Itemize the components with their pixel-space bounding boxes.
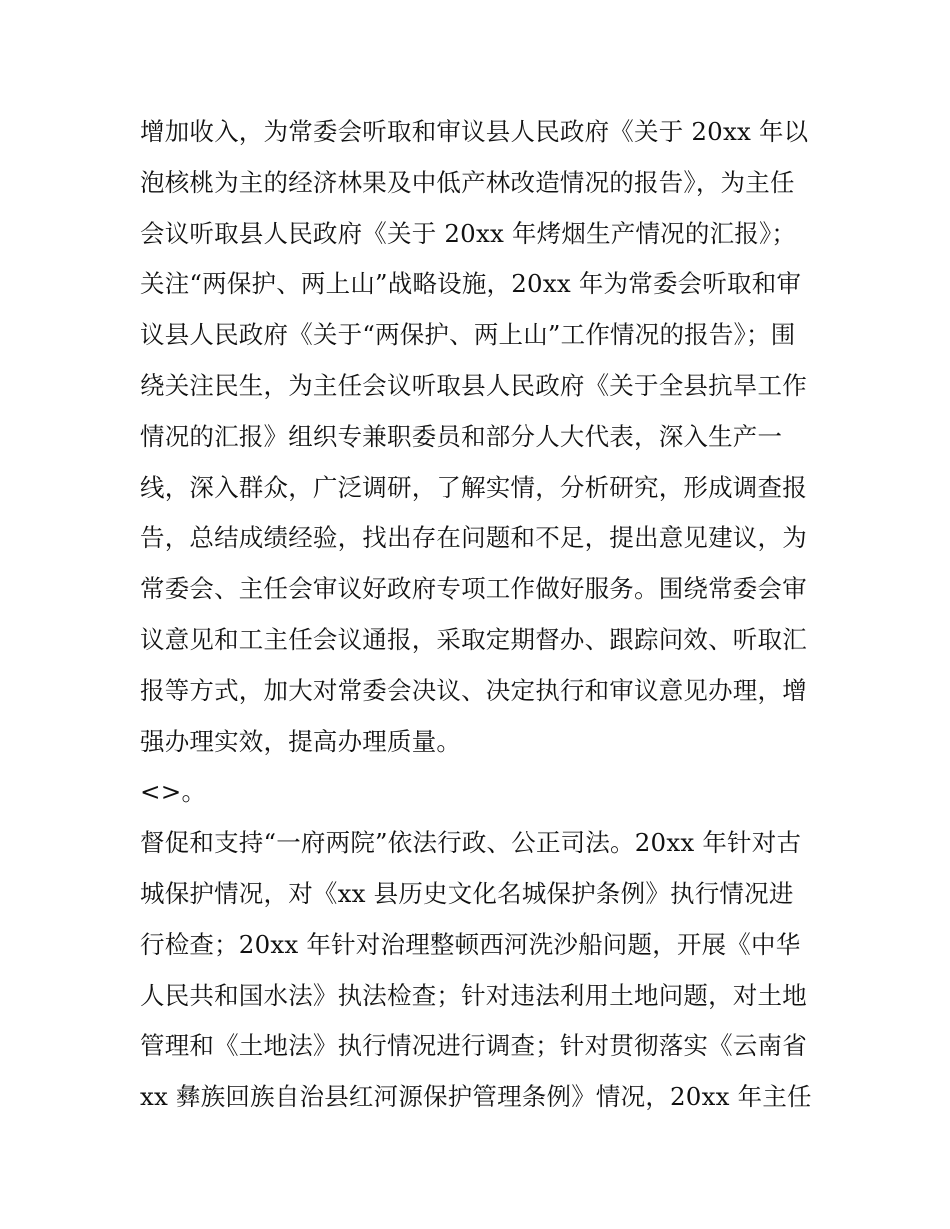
- text-line: 议意见和工主任会议通报，采取定期督办、跟踪问效、听取汇: [140, 624, 807, 654]
- text-line: <>。: [140, 777, 207, 807]
- text-line: 人民共和国水法》执法检查；针对违法利用土地问题，对土地: [140, 980, 807, 1010]
- text-line: 情况的汇报》组织专兼职委员和部分人大代表，深入生产一: [140, 421, 783, 451]
- text-line: 泡核桃为主的经济林果及中低产林改造情况的报告》，为主任: [140, 167, 795, 197]
- text-line: 增加收入，为常委会听取和审议县人民政府《关于 20xx 年以: [140, 117, 809, 146]
- text-line: 行检查；20xx 年针对治理整顿西河洗沙船问题，开展《中华: [140, 929, 801, 959]
- text-line: 管理和《土地法》执行情况进行调查；针对贯彻落实《云南省: [140, 1031, 807, 1061]
- text-line: 城保护情况，对《xx 县历史文化名城保护条例》执行情况进: [140, 878, 794, 908]
- text-line: 议县人民政府《关于“两保护、两上山”工作情况的报告》；围: [140, 320, 796, 350]
- text-line: 强办理实效，提高办理质量。: [140, 726, 462, 756]
- text-line: xx 彝族回族自治县红河源保护管理条例》情况，20xx 年主任: [140, 1082, 812, 1112]
- text-line: 告，总结成绩经验，找出存在问题和不足，提出意见建议，为: [140, 523, 807, 553]
- text-line: 关注“两保护、两上山”战略设施，20xx 年为常委会听取和审: [140, 269, 802, 299]
- text-line: 会议听取县人民政府《关于 20xx 年烤烟生产情况的汇报》；: [140, 218, 797, 248]
- text-line: 线，深入群众，广泛调研，了解实情，分析研究，形成调查报: [140, 472, 807, 502]
- text-line: 常委会、主任会审议好政府专项工作做好服务。围绕常委会审: [140, 574, 807, 604]
- text-line: 绕关注民生，为主任会议听取县人民政府《关于全县抗旱工作: [140, 370, 807, 400]
- text-line: 报等方式，加大对常委会决议、决定执行和审议意见办理，增: [140, 675, 807, 705]
- body-text: [140, 107, 820, 1123]
- text-line: 督促和支持“一府两院”依法行政、公正司法。20xx 年针对古: [140, 828, 802, 858]
